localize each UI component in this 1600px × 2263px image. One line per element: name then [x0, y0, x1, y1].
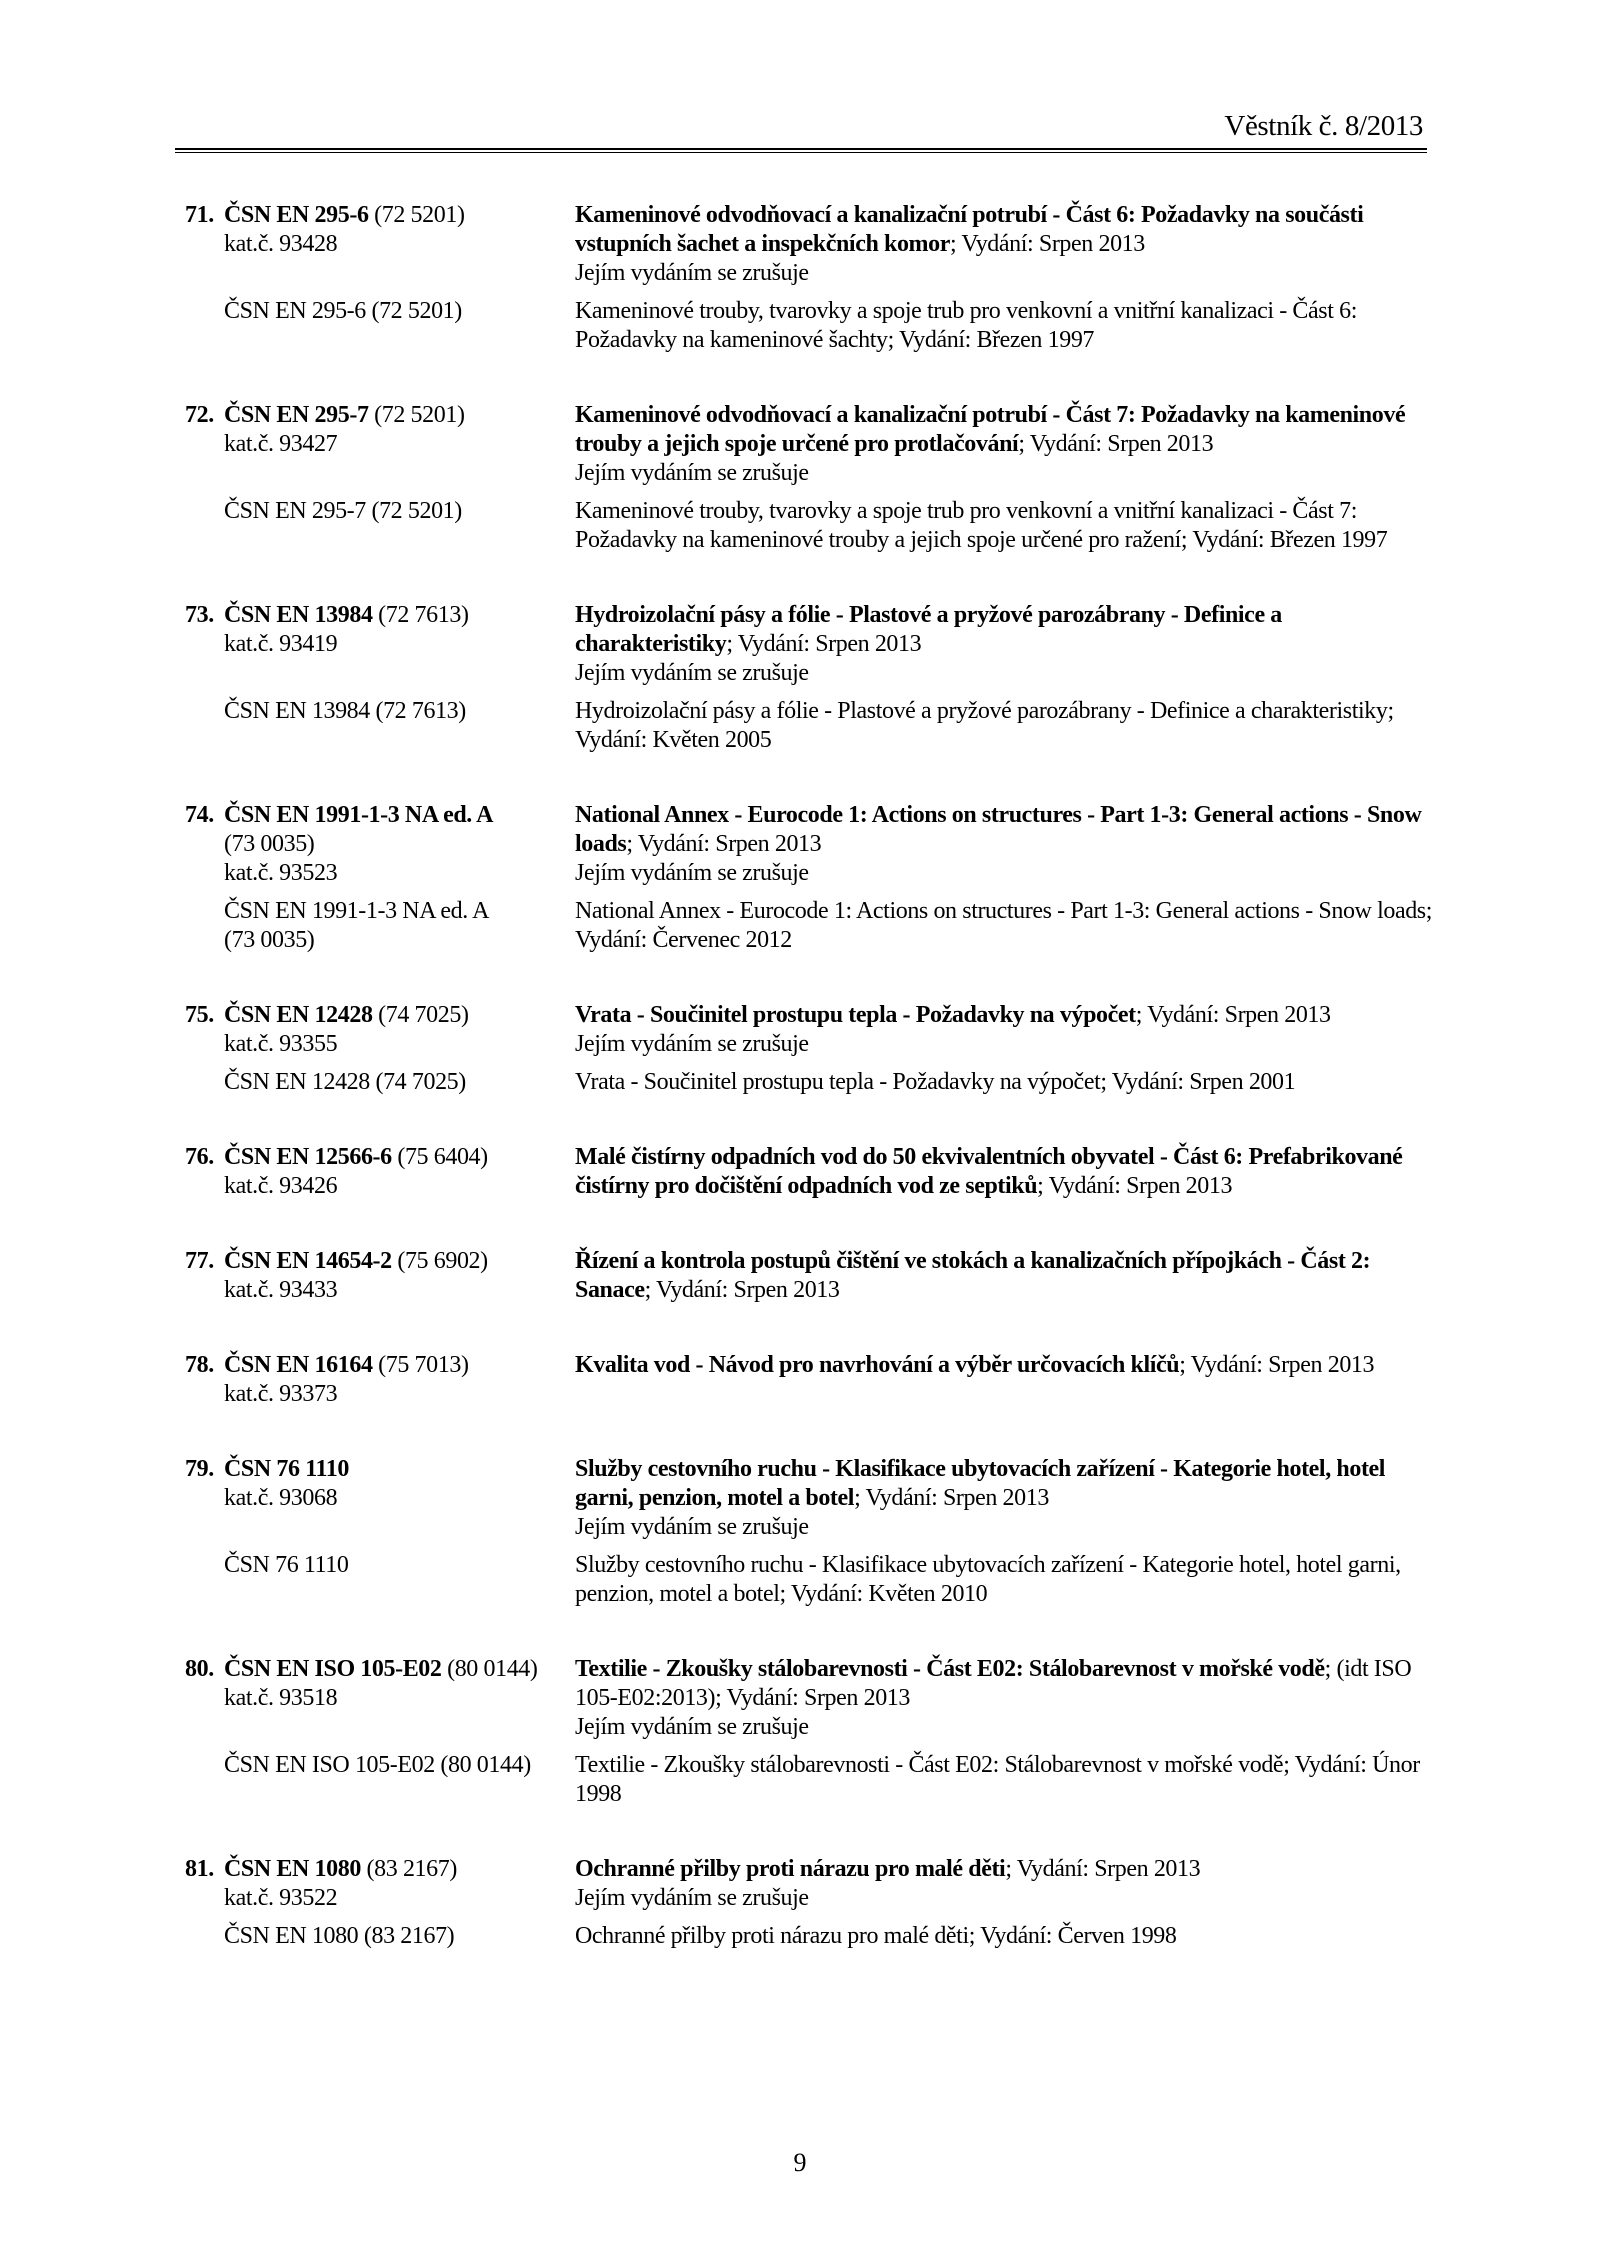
standard-code: [224, 201, 567, 230]
standard-class-code: (75 6902): [391, 1248, 488, 1274]
standard-entry: [185, 1001, 1600, 1097]
standard-entry: [185, 1455, 1600, 1609]
standard-title-bold: Vrata - Součinitel prostupu tepla - Požadavky na výpočet: [575, 1002, 1136, 1028]
standard-class-code-line2: (73 0035): [224, 831, 315, 857]
standard-entry: [185, 1655, 1600, 1809]
superseded-code: [224, 897, 575, 955]
entry-description: [575, 1351, 1437, 1380]
entry-number: 75.: [185, 1002, 214, 1028]
entry-codes: [224, 1655, 575, 1713]
standard-entry: [185, 1855, 1600, 1951]
standard-code-bold: ČSN EN 14654-2: [224, 1248, 392, 1274]
standard-entry: [185, 201, 1600, 355]
catalog-number: kat.č. 93522: [224, 1885, 338, 1911]
standard-entry: [185, 1351, 1600, 1409]
standard-code-bold: ČSN EN 12428: [224, 1002, 373, 1028]
standard-title: [575, 1855, 1437, 1884]
standard-title-bold: Řízení a kontrola postupů čištění ve stokách a kanalizačních přípojkách - Část 2: Sanace: [575, 1248, 1371, 1303]
superseded-code-line1: ČSN EN 1991-1-3 NA ed. A: [224, 898, 490, 924]
standard-code-bold: ČSN EN ISO 105-E02: [224, 1656, 442, 1682]
standard-title-bold: Kameninové odvodňovací a kanalizační potrubí - Část 6: Požadavky na součásti vstupních šachet a inspekčních komor: [575, 202, 1364, 257]
standard-title-rest: ; Vydání: Srpen 2013: [1179, 1352, 1375, 1378]
standard-entry: [185, 401, 1600, 555]
entry-codes: [224, 401, 575, 459]
standard-entry: [185, 1247, 1600, 1305]
standard-code-bold: ČSN EN 295-6: [224, 202, 369, 228]
entry-codes: [224, 1143, 575, 1201]
standard-title-rest: ; Vydání: Srpen 2013: [1135, 1002, 1331, 1028]
standard-code-bold: ČSN EN 12566-6: [224, 1144, 392, 1170]
entry-description: [575, 401, 1437, 488]
standard-title-bold: Hydroizolační pásy a fólie - Plastové a pryžové parozábrany - Definice a charakteristiky: [575, 602, 1282, 657]
superseded-text: Hydroizolační pásy a fólie - Plastové a pryžové parozábrany - Definice a charakteristiky; Vydání: Květen 2005: [575, 698, 1394, 753]
standard-code-bold: ČSN EN 16164: [224, 1352, 373, 1378]
standard-class-code: (72 5201): [368, 402, 465, 428]
page-header-title: Věstník č. 8/2013: [1224, 110, 1423, 142]
entry-codes: [224, 1001, 575, 1059]
catalog-number: kat.č. 93433: [224, 1277, 338, 1303]
standard-code: [224, 601, 567, 630]
standard-class-code: (75 7013): [372, 1352, 469, 1378]
revocation-note: Jejím vydáním se zrušuje: [575, 260, 809, 286]
page-number: 9: [793, 2148, 807, 2177]
entry-description: [575, 1655, 1437, 1742]
superseded-row: [185, 1751, 1600, 1809]
standard-code: [224, 1351, 567, 1380]
superseded-text: Kameninové trouby, tvarovky a spoje trub pro venkovní a vnitřní kanalizaci - Část 6: Požadavky na kameninové šachty; Vydání: Březen 1997: [575, 298, 1357, 353]
entry-number: 71.: [185, 202, 214, 228]
revocation-note: Jejím vydáním se zrušuje: [575, 860, 809, 886]
superseded-code: ČSN EN 1080 (83 2167): [224, 1923, 455, 1949]
standard-title: [575, 1455, 1437, 1513]
superseded-text: Kameninové trouby, tvarovky a spoje trub pro venkovní a vnitřní kanalizaci - Část 7: Požadavky na kameninové trouby a jejich spoje určené pro ražení; Vydání: Březen 1997: [575, 498, 1388, 553]
entry-main-row: [185, 1143, 1600, 1201]
standard-entry: [185, 1143, 1600, 1201]
superseded-code: ČSN EN ISO 105-E02 (80 0144): [224, 1752, 531, 1778]
entry-main-row: [185, 1455, 1600, 1542]
standard-class-code: (80 0144): [441, 1656, 538, 1682]
entry-number: 79.: [185, 1456, 214, 1482]
standard-title-rest: ; (idt ISO 105-E02:2013); Vydání: Srpen 2013: [575, 1656, 1412, 1711]
revocation-note: Jejím vydáním se zrušuje: [575, 1514, 809, 1540]
standard-title: [575, 1655, 1437, 1713]
catalog-number: kat.č. 93068: [224, 1485, 338, 1511]
entry-number: 78.: [185, 1352, 214, 1378]
superseded-row: [185, 297, 1600, 355]
standard-title-rest: ; Vydání: Srpen 2013: [626, 831, 822, 857]
standard-class-code: (83 2167): [360, 1856, 457, 1882]
entry-main-row: [185, 1351, 1600, 1409]
standard-title-bold: Ochranné přilby proti nárazu pro malé děti: [575, 1856, 1006, 1882]
revocation-note: Jejím vydáním se zrušuje: [575, 460, 809, 486]
superseded-row: [185, 1922, 1600, 1951]
catalog-number: kat.č. 93355: [224, 1031, 338, 1057]
superseded-text: Ochranné přilby proti nárazu pro malé děti; Vydání: Červen 1998: [575, 1923, 1177, 1949]
standard-title: [575, 601, 1437, 659]
standard-class-code: (75 6404): [391, 1144, 488, 1170]
superseded-row: [185, 1551, 1600, 1609]
entry-description: [575, 201, 1437, 288]
superseded-code-line2: (73 0035): [224, 927, 315, 953]
standard-class-code: (72 7613): [372, 602, 469, 628]
entry-number: 73.: [185, 602, 214, 628]
standard-code: [224, 1855, 567, 1884]
entry-codes: [224, 1455, 575, 1513]
standard-class-code: (72 5201): [368, 202, 465, 228]
standards-list: [185, 201, 1600, 1951]
standard-class-code: (74 7025): [372, 1002, 469, 1028]
standard-title-rest: ; Vydání: Srpen 2013: [726, 631, 922, 657]
entry-main-row: [185, 1001, 1600, 1059]
catalog-number: kat.č. 93419: [224, 631, 338, 657]
standard-title: [575, 801, 1437, 859]
entry-number: 77.: [185, 1248, 214, 1274]
standard-title-rest: ; Vydání: Srpen 2013: [1018, 431, 1214, 457]
standard-title: [575, 1143, 1437, 1201]
standard-code: [224, 1455, 567, 1484]
standard-title: [575, 1001, 1437, 1030]
superseded-text: Textilie - Zkoušky stálobarevnosti - Část E02: Stálobarevnost v mořské vodě; Vydání: Únor 1998: [575, 1752, 1420, 1807]
revocation-note: Jejím vydáním se zrušuje: [575, 1714, 809, 1740]
standard-title-rest: ; Vydání: Srpen 2013: [1037, 1173, 1233, 1199]
standard-title-bold: Malé čistírny odpadních vod do 50 ekvivalentních obyvatel - Část 6: Prefabrikované čistírny pro dočištění odpadních vod ze septiků: [575, 1144, 1403, 1199]
superseded-code: ČSN 76 1110: [224, 1552, 349, 1578]
standard-title: [575, 201, 1437, 259]
standard-code-bold: ČSN EN 295-7: [224, 402, 369, 428]
entry-number: 72.: [185, 402, 214, 428]
entry-main-row: [185, 1247, 1600, 1305]
standard-title-bold: Textilie - Zkoušky stálobarevnosti - Část E02: Stálobarevnost v mořské vodě: [575, 1656, 1325, 1682]
catalog-number: kat.č. 93518: [224, 1685, 338, 1711]
standard-title-rest: ; Vydání: Srpen 2013: [950, 231, 1145, 257]
header-rule: [175, 148, 1427, 153]
superseded-code: ČSN EN 12428 (74 7025): [224, 1069, 466, 1095]
standard-code: [224, 1143, 567, 1172]
revocation-note: Jejím vydáním se zrušuje: [575, 1885, 809, 1911]
entry-main-row: [185, 601, 1600, 688]
standard-title-bold: Kameninové odvodňovací a kanalizační potrubí - Část 7: Požadavky na kameninové trouby a jejich spoje určené pro protlačování: [575, 402, 1406, 457]
catalog-number: kat.č. 93523: [224, 860, 338, 886]
standard-title: [575, 1247, 1437, 1305]
standard-entry: [185, 801, 1600, 955]
standard-code: [224, 1655, 567, 1684]
entry-codes: [224, 1855, 575, 1913]
entry-description: [575, 1143, 1437, 1201]
superseded-row: [185, 697, 1600, 755]
revocation-note: Jejím vydáním se zrušuje: [575, 1031, 809, 1057]
superseded-row: [185, 497, 1600, 555]
standard-code: [224, 1001, 567, 1030]
entry-codes: [224, 801, 575, 888]
entry-main-row: [185, 1855, 1600, 1913]
entry-number: 76.: [185, 1144, 214, 1170]
catalog-number: kat.č. 93427: [224, 431, 338, 457]
entry-description: [575, 1247, 1437, 1305]
entry-main-row: [185, 401, 1600, 488]
superseded-row: [185, 1068, 1600, 1097]
standard-code-bold: ČSN EN 1080: [224, 1856, 361, 1882]
entry-description: [575, 1855, 1437, 1913]
standard-code: [224, 1247, 567, 1276]
standard-title-rest: ; Vydání: Srpen 2013: [644, 1277, 840, 1303]
superseded-code: ČSN EN 295-7 (72 5201): [224, 498, 462, 524]
entry-description: [575, 601, 1437, 688]
standard-code-bold: ČSN 76 1110: [224, 1456, 349, 1482]
entry-main-row: [185, 1655, 1600, 1742]
catalog-number: kat.č. 93426: [224, 1173, 338, 1199]
entry-main-row: [185, 201, 1600, 288]
entry-description: [575, 801, 1437, 888]
standard-code: [224, 401, 567, 430]
revocation-note: Jejím vydáním se zrušuje: [575, 660, 809, 686]
standard-title-bold: National Annex - Eurocode 1: Actions on structures - Part 1-3: General actions - Snow loads: [575, 802, 1422, 857]
entry-codes: [224, 601, 575, 659]
entry-main-row: [185, 801, 1600, 888]
superseded-text: Vrata - Součinitel prostupu tepla - Požadavky na výpočet; Vydání: Srpen 2001: [575, 1069, 1296, 1095]
standard-title: [575, 1351, 1437, 1380]
standard-entry: [185, 601, 1600, 755]
standard-title-bold: Kvalita vod - Návod pro navrhování a výběr určovacích klíčů: [575, 1352, 1180, 1378]
standard-title-bold: Služby cestovního ruchu - Klasifikace ubytovacích zařízení - Kategorie hotel, hotel garni, penzion, motel a botel: [575, 1456, 1386, 1511]
entry-number: 80.: [185, 1656, 214, 1682]
superseded-text: National Annex - Eurocode 1: Actions on structures - Part 1-3: General actions - Snow loads; Vydání: Červenec 2012: [575, 898, 1433, 953]
superseded-text: Služby cestovního ruchu - Klasifikace ubytovacích zařízení - Kategorie hotel, hotel garni, penzion, motel a botel; Vydání: Květen 2010: [575, 1552, 1401, 1607]
superseded-code: ČSN EN 295-6 (72 5201): [224, 298, 462, 324]
standard-title-rest: ; Vydání: Srpen 2013: [1005, 1856, 1201, 1882]
standard-code-bold: ČSN EN 13984: [224, 602, 373, 628]
entry-description: [575, 1455, 1437, 1542]
entry-description: [575, 1001, 1437, 1059]
entry-codes: [224, 1247, 575, 1305]
entry-number: 74.: [185, 802, 214, 828]
standard-title-rest: ; Vydání: Srpen 2013: [854, 1485, 1049, 1511]
catalog-number: kat.č. 93428: [224, 231, 338, 257]
entry-codes: [224, 201, 575, 259]
catalog-number: kat.č. 93373: [224, 1381, 338, 1407]
entry-number: 81.: [185, 1856, 214, 1882]
standard-code-bold: ČSN EN 1991-1-3 NA ed. A: [224, 802, 494, 828]
entry-codes: [224, 1351, 575, 1409]
superseded-code: ČSN EN 13984 (72 7613): [224, 698, 466, 724]
standard-code: [224, 801, 567, 830]
superseded-row: [185, 897, 1600, 955]
standard-title: [575, 401, 1437, 459]
